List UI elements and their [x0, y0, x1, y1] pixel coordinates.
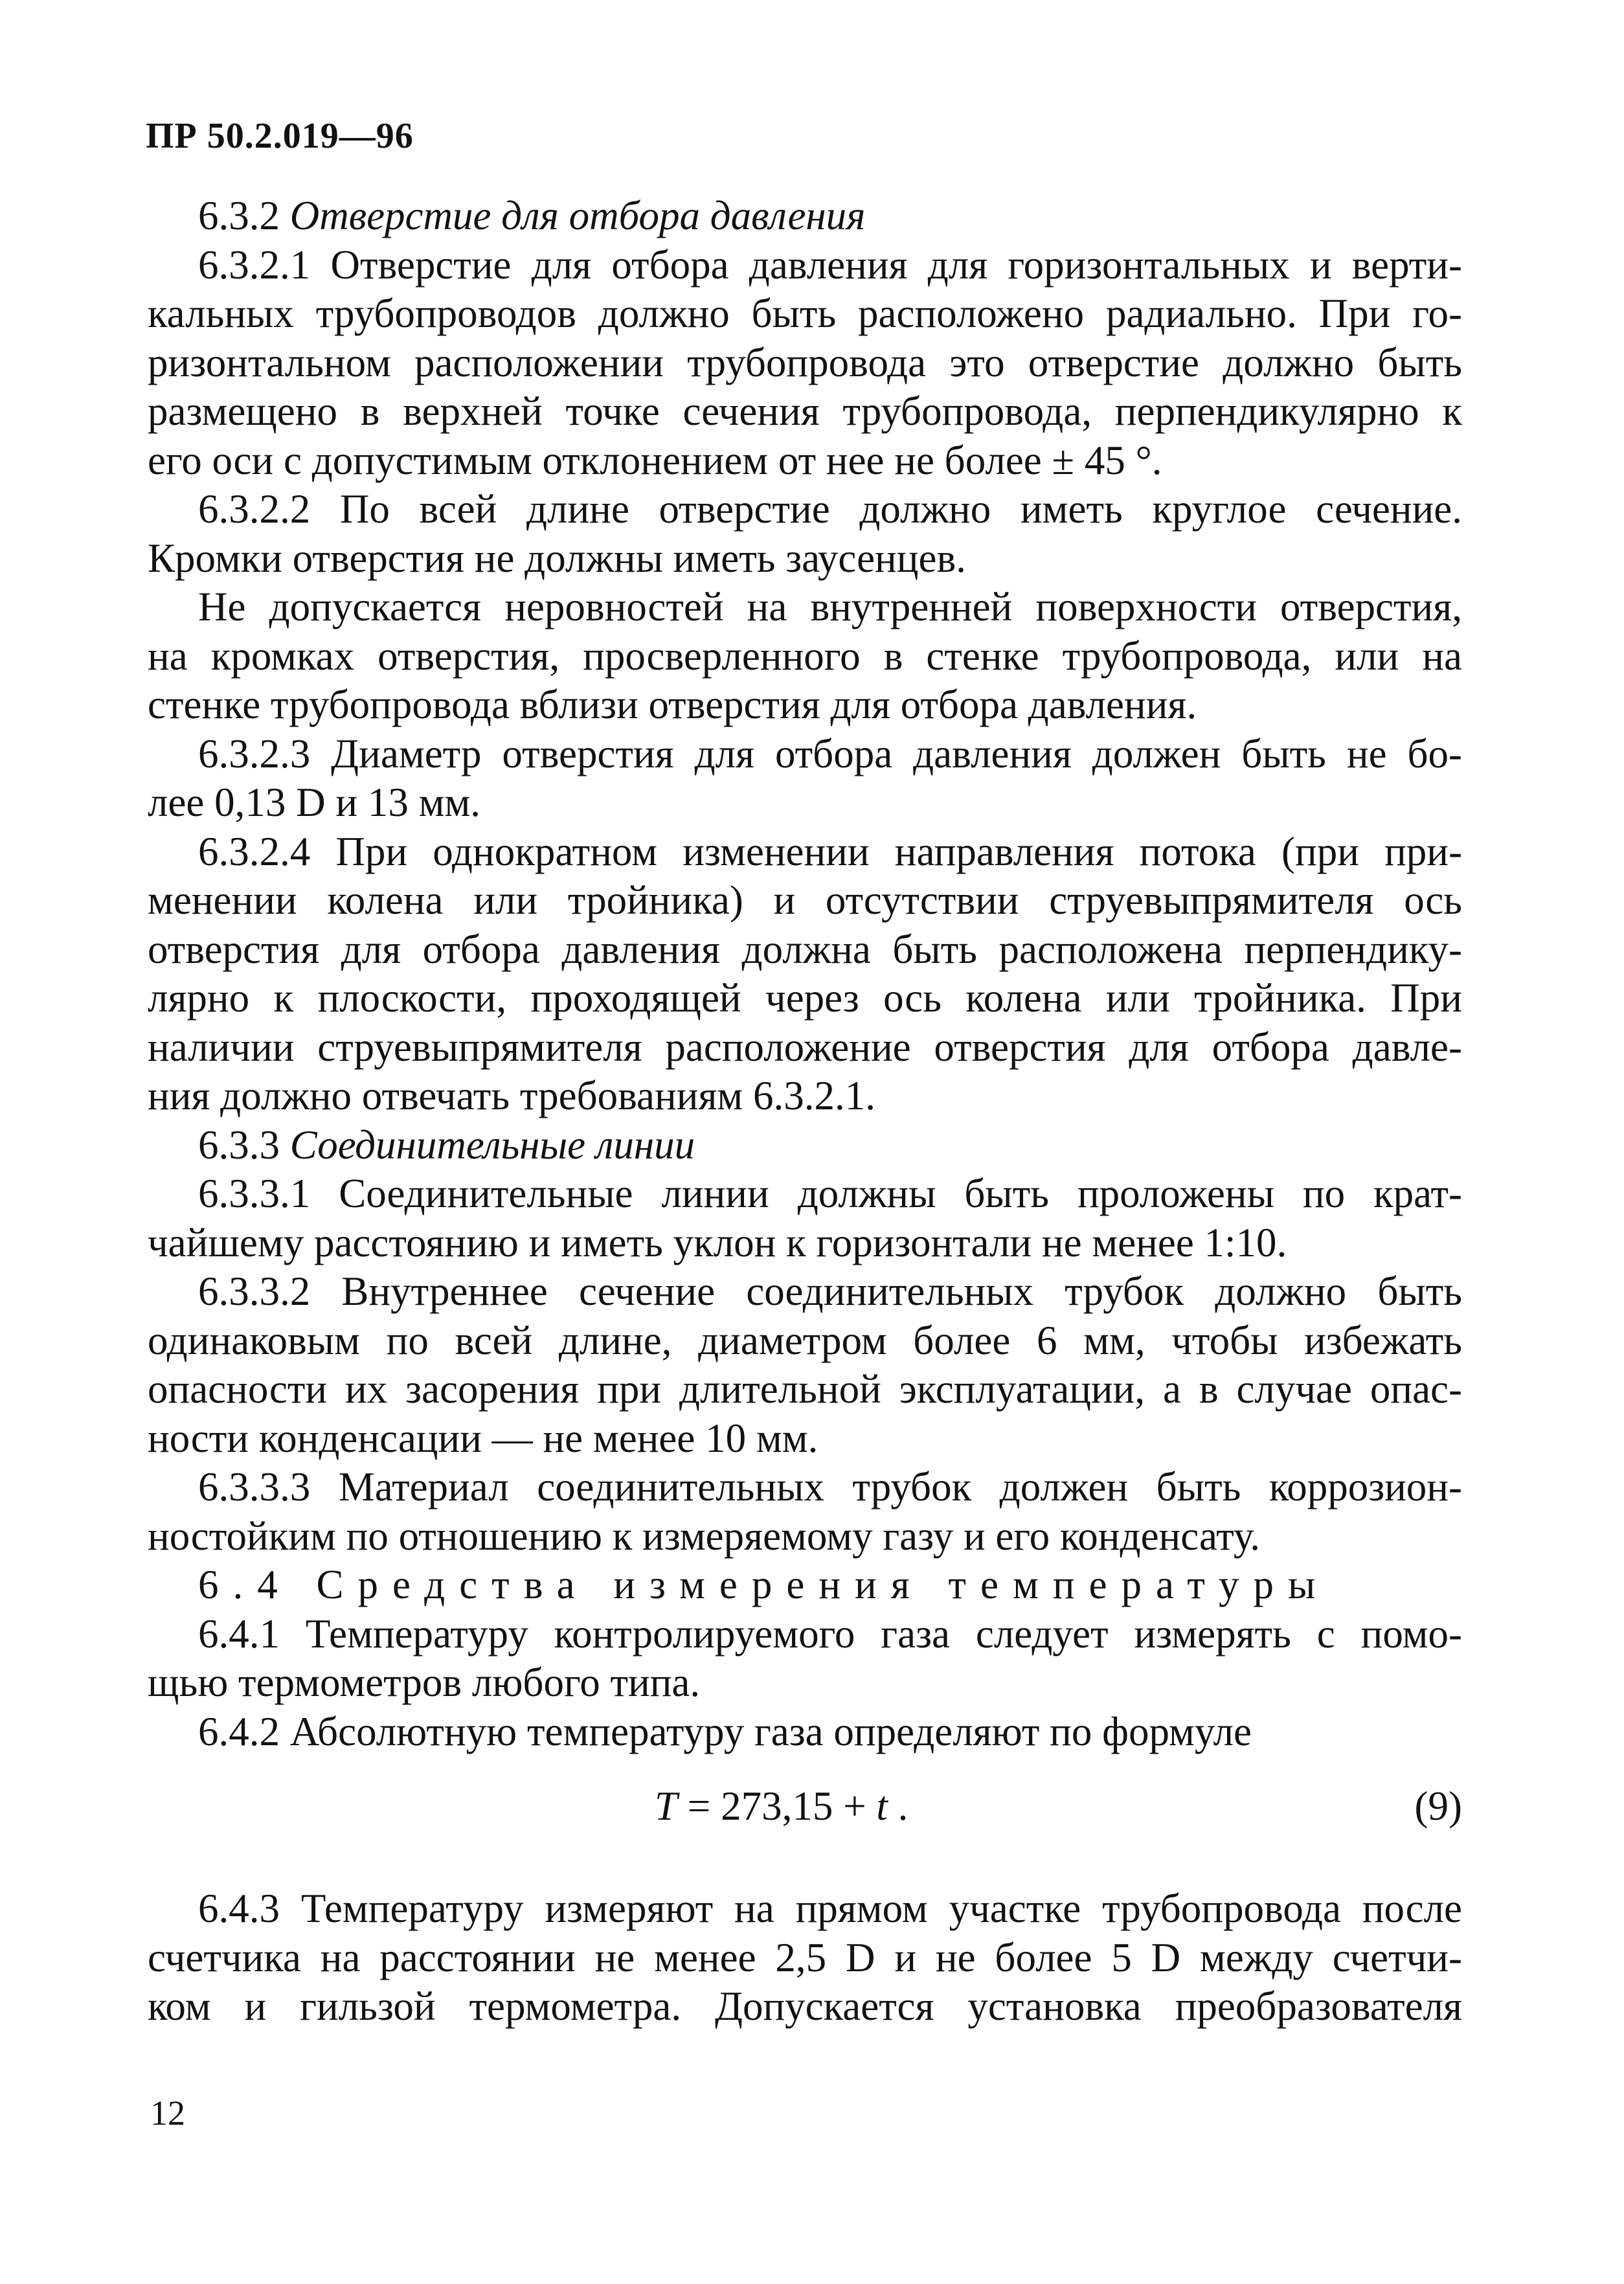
- text-line: менении колена или тройника) и отсутствии струевыпрямителя ось: [148, 877, 1462, 923]
- page-number: 12: [150, 2094, 185, 2132]
- text-line: 6.3.2.4 При однократном изменении направления потока (при при-: [198, 828, 1462, 874]
- paragraph-6-3-3-3: [148, 1463, 1462, 1561]
- section-title: Отверстие для отбора давления: [289, 193, 866, 238]
- formula-middle: = 273,15 +: [677, 1783, 877, 1829]
- text-line: одинаковым по всей длине, диаметром более 6 мм, чтобы избежать: [148, 1317, 1462, 1363]
- paragraph-6-3-2-3: [148, 730, 1462, 828]
- paragraph-6-3-2-2: [148, 485, 1462, 583]
- text-line: ния должно отвечать требованиям 6.3.2.1.: [148, 1073, 876, 1118]
- paragraph-not-allowed: [148, 583, 1462, 730]
- section-title: Соединительные линии: [289, 1122, 695, 1168]
- formula-variable: t: [876, 1783, 888, 1829]
- text-line: 6.3.3.3 Материал соединительных трубок должен быть коррозион-: [198, 1464, 1462, 1509]
- paragraph-6-3-3-1: [148, 1170, 1462, 1267]
- text-line: на кромках отверстия, просверленного в стенке трубопровода, или на: [148, 633, 1462, 679]
- equation-number: (9): [1414, 1783, 1462, 1829]
- text-line: лее 0,13 D и 13 мм.: [148, 780, 481, 825]
- text-line: кальных трубопроводов должно быть расположено радиально. При го-: [148, 291, 1462, 336]
- section-title: 6.4 Средства измерения температуры: [198, 1562, 1330, 1607]
- document-header: ПР 50.2.019—96: [146, 116, 414, 156]
- text-line: ризонтальном расположении трубопровода это отверстие должно быть: [148, 339, 1462, 385]
- text-line: 6.3.2.2 По всей длине отверстие должно иметь круглое сечение.: [198, 486, 1462, 532]
- section-number: 6.3.2: [198, 193, 280, 238]
- text-line: 6.4.1 Температуру контролируемого газа следует измерять с помо-: [198, 1611, 1462, 1656]
- text-line: ком и гильзой термометра. Допускается установка преобразователя: [148, 1984, 1462, 2029]
- text-line: 6.3.3.2 Внутреннее сечение соединительных трубок должно быть: [198, 1269, 1462, 1314]
- section-heading-6-3-3: [148, 1121, 1462, 1170]
- text-line: Не допускается неровностей на внутренней поверхности отверстия,: [198, 584, 1462, 629]
- text-line: ностойким по отношению к измеряемому газу и его конденсату.: [148, 1513, 1260, 1559]
- text-line: ности конденсации — не менее 10 мм.: [148, 1415, 818, 1461]
- paragraph-6-4-3: [148, 1884, 1462, 2031]
- text-line: опасности их засорения при длительной эксплуатации, а в случае опас-: [148, 1366, 1462, 1412]
- paragraph-6-4-1: [148, 1610, 1462, 1708]
- text-line: Кромки отверстия не должны иметь заусенцев.: [148, 535, 966, 581]
- text-line: стенке трубопровода вблизи отверстия для отбора давления.: [148, 682, 1197, 727]
- text-line: размещено в верхней точке сечения трубопровода, перпендикулярно к: [148, 389, 1462, 434]
- paragraph-6-3-2-4: [148, 828, 1462, 1121]
- text-line: наличии струевыпрямителя расположение отверстия для отбора давле-: [148, 1024, 1462, 1070]
- paragraph-6-3-3-2: [148, 1267, 1462, 1463]
- text-line: 6.4.3 Температуру измеряют на прямом участке трубопровода после: [198, 1886, 1462, 1931]
- document-body: [148, 192, 1462, 2031]
- text-line: 6.3.3.1 Соединительные линии должны быть проложены по крат-: [198, 1171, 1462, 1216]
- text-line: счетчика на расстоянии не менее 2,5 D и не более 5 D между счетчи-: [148, 1934, 1462, 1980]
- formula-row: [148, 1773, 1462, 1869]
- section-number: 6.3.3: [198, 1122, 280, 1168]
- text-line: его оси с допустимым отклонением от нее не более ± 45 °.: [148, 437, 1162, 483]
- formula: [655, 1782, 908, 1831]
- formula-lhs: T: [655, 1783, 678, 1829]
- formula-end: .: [887, 1783, 908, 1829]
- paragraph-6-3-2-1: [148, 241, 1462, 486]
- text-line: 6.3.2.1 Отверстие для отбора давления для горизонтальных и верти-: [198, 242, 1462, 288]
- text-line: 6.3.2.3 Диаметр отверстия для отбора давления должен быть не бо-: [198, 730, 1462, 776]
- text-line: щью термометров любого типа.: [148, 1660, 701, 1705]
- text-line: отверстия для отбора давления должна быть расположена перпендику-: [148, 926, 1462, 972]
- text-line: лярно к плоскости, проходящей через ось колена или тройника. При: [148, 975, 1462, 1021]
- section-heading-6-4: [148, 1561, 1462, 1610]
- paragraph-6-4-2: 6.4.2 Абсолютную температуру газа определяют по формуле: [198, 1708, 1252, 1754]
- text-line: чайшему расстоянию и иметь уклон к горизонтали не менее 1:10.: [148, 1219, 1287, 1265]
- section-heading-6-3-2: [148, 192, 1462, 241]
